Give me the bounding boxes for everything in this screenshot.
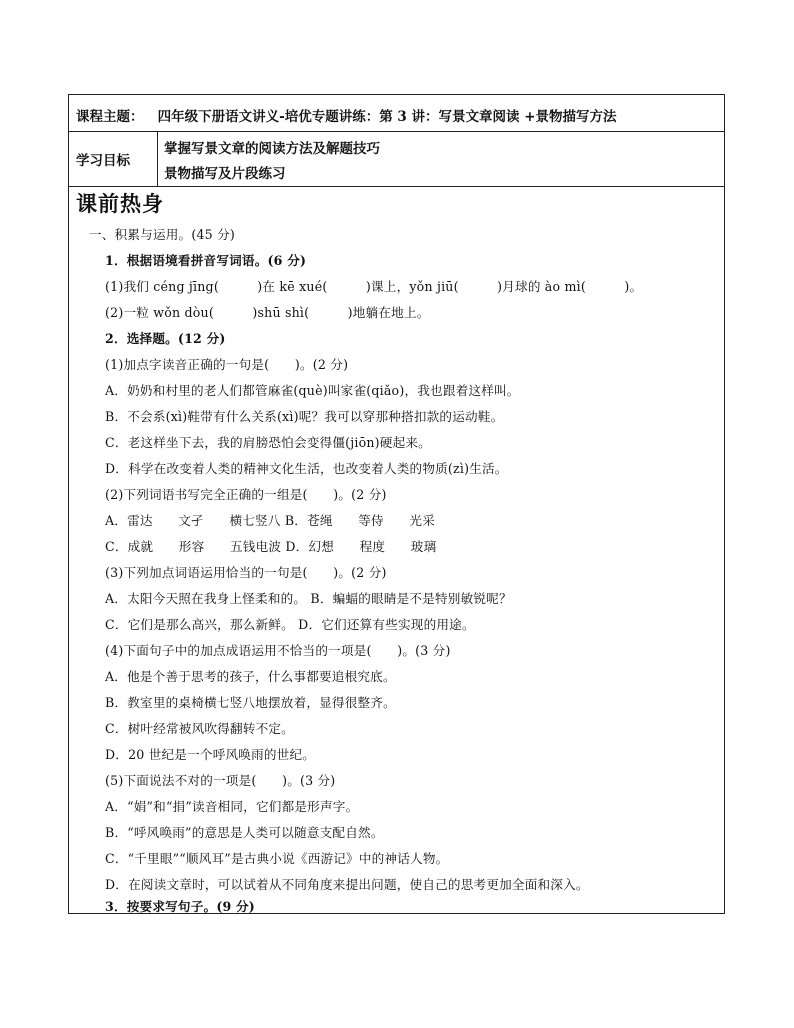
question-line: (5)下面说法不对的一项是( )。(3 分) xyxy=(105,773,336,788)
question-line: C．它们是那么高兴，那么新鲜。 D．它们还算有些实现的用途。 xyxy=(105,617,475,632)
question-line: 2．选择题。(12 分) xyxy=(105,331,226,346)
question-line: B．“呼风唤雨”的意思是人类可以随意支配自然。 xyxy=(105,825,384,840)
course-topic-row xyxy=(69,95,724,132)
question-line: 1．根据语境看拼音写词语。(6 分) xyxy=(105,253,307,268)
question-line: (4)下面句子中的加点成语运用不恰当的一项是( )。(3 分) xyxy=(105,643,451,658)
question-line: C．成就 形容 五钱电波 D．幻想 程度 玻璃 xyxy=(105,539,437,554)
question-line: A．太阳今天照在我身上怪柔和的。 B．蝙蝠的眼睛是不是特别敏锐呢？ xyxy=(105,591,512,606)
question-line: (3)下列加点词语运用恰当的一句是( )。(2 分) xyxy=(105,565,387,580)
question-line: A．雷达 文孑 横七竖八 B．苍绳 等侍 光采 xyxy=(105,513,436,528)
question-line: D．科学在改变着人类的精神文化生活，也改变着人类的物质(zì)生活。 xyxy=(105,461,508,476)
question-line: B．不会系(xì)鞋带有什么关系(xì)呢？我可以穿那种搭扣款的运动鞋。 xyxy=(105,409,504,424)
learning-goals-label: 学习目标 xyxy=(76,153,130,169)
question-line: (2)下列词语书写完全正确的一组是( )。(2 分) xyxy=(105,487,387,502)
question-line: (1)我们 céng jīng( )在 kē xué( )课上，yǒn jiū( )月球的 ào mì( )。 xyxy=(105,279,643,294)
question-line: (1)加点字读音正确的一句是( )。(2 分) xyxy=(105,357,349,372)
question-line: 3．按要求写句子。(9 分) xyxy=(105,899,255,914)
learning-goal-item: 景物描写及片段练习 xyxy=(164,166,286,182)
worksheet-table xyxy=(68,94,725,914)
question-line: C．树叶经常被风吹得翻转不定。 xyxy=(105,721,294,736)
question-line: 一、积累与运用。(45 分) xyxy=(89,227,235,242)
question-line: A．“娟”和“捐”读音相同，它们都是形声字。 xyxy=(105,799,359,814)
question-line: D．在阅读文章时，可以试着从不同角度来提出问题，使自己的思考更加全面和深入。 xyxy=(105,877,589,892)
question-line: A．他是个善于思考的孩子，什么事都要追根究底。 xyxy=(105,669,396,684)
question-line: B．教室里的桌椅横七竖八地摆放着，显得很整齐。 xyxy=(105,695,396,710)
course-topic xyxy=(76,105,617,125)
column-divider xyxy=(157,132,158,186)
course-topic-label: 课程主题： xyxy=(76,109,144,125)
learning-goals-row xyxy=(69,132,724,187)
course-topic-title: 四年级下册语文讲义-培优专题讲练：第 3 讲：写景文章阅读 +景物描写方法 xyxy=(157,109,617,125)
question-line: A．奶奶和村里的老人们都管麻雀(què)叫家雀(qiǎo)，我也跟着这样叫。 xyxy=(105,383,520,398)
section-title: 课前热身 xyxy=(76,191,164,216)
question-line: C．老这样坐下去，我的肩膀恐怕会变得僵(jiōn)硬起来。 xyxy=(105,435,431,450)
learning-goal-item: 掌握写景文章的阅读方法及解题技巧 xyxy=(164,141,380,157)
question-line: D．20 世纪是一个呼风唤雨的世纪。 xyxy=(105,747,316,762)
question-line: C．“千里眼”“顺风耳”是古典小说《西游记》中的神话人物。 xyxy=(105,851,449,866)
question-line: (2)一粒 wǒn dòu( )shū shì( )地躺在地上。 xyxy=(105,305,430,320)
